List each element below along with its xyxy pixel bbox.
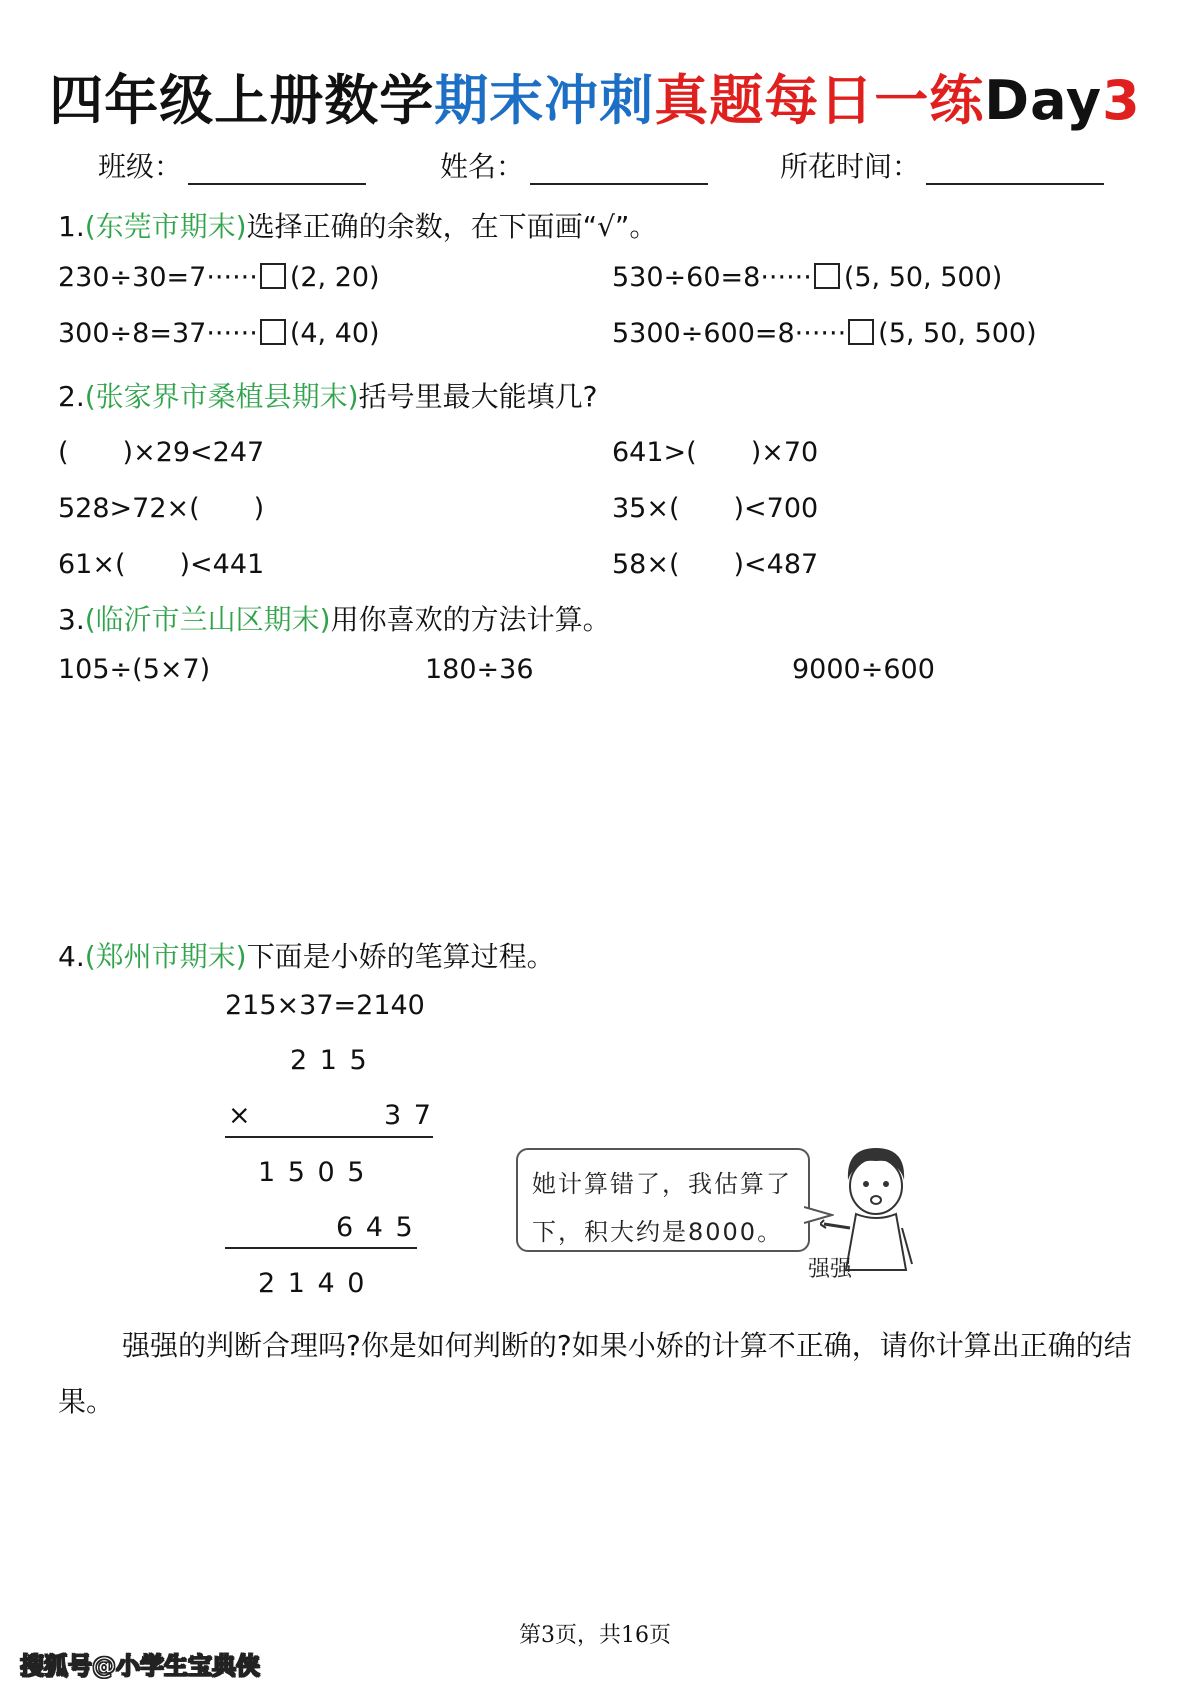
title-part-3: 真题每日一练 (654, 69, 985, 132)
q4-heading (58, 935, 555, 975)
q1-text: 选择正确的余数，在下面画“√”。 (246, 210, 658, 243)
q4-number: 4. (58, 940, 85, 973)
q2-source: (张家界市桑植县期末) (84, 380, 359, 413)
character-label: 强强 (808, 1257, 853, 1282)
q1-item-3: 300÷8=37······ (4, 40) (58, 318, 380, 349)
q4-equation: 215×37=2140 (225, 990, 425, 1021)
checkbox[interactable] (814, 263, 840, 289)
vertical-row-5: 2 1 4 0 (258, 1268, 367, 1299)
q2-item-1: ( )×29<247 (58, 437, 265, 468)
q3-text: 用你喜欢的方法计算。 (330, 603, 611, 636)
q2-text: 括号里最大能填几? (358, 380, 598, 413)
q1-item-1: 230÷30=7······ (2, 20) (58, 262, 380, 293)
q2-item-5: 61×( )<441 (58, 549, 265, 580)
q3-item-2: 180÷36 (425, 654, 534, 685)
page-title (0, 58, 1190, 135)
q4-source: (郑州市期末) (84, 940, 247, 973)
title-part-2: 期末冲刺 (434, 69, 655, 132)
page-number: 第3页，共16页 (519, 1623, 671, 1648)
time-field (780, 145, 1104, 185)
checkbox[interactable] (848, 319, 874, 345)
vertical-row-2: 3 7 (384, 1100, 433, 1131)
title-part-5: 3 (1102, 69, 1141, 132)
speech-bubble (516, 1148, 810, 1252)
q2-item-2: 641>( )×70 (612, 437, 819, 468)
q3-source: (临沂市兰山区期末) (84, 603, 331, 636)
class-field (98, 145, 366, 185)
bubble-text: 她计算错了，我估算了下，积大约是8000。 (532, 1170, 792, 1246)
q3-item-3: 9000÷600 (792, 654, 935, 685)
title-part-1: 四年级上册数学 (49, 69, 435, 132)
q2-item-4: 35×( )<700 (612, 493, 819, 524)
q1-source: (东莞市期末) (84, 210, 247, 243)
q2-item-6: 58×( )<487 (612, 549, 819, 580)
title-part-4: Day (984, 69, 1103, 132)
class-blank (188, 159, 366, 185)
q1-item-2: 530÷60=8······ (5, 50, 500) (612, 262, 1003, 293)
q1-item-4: 5300÷600=8······ (5, 50, 500) (612, 318, 1037, 349)
watermark: 搜狐号@小学生宝典侠 (20, 1652, 260, 1680)
q4-paragraph: 强强的判断合理吗?你是如何判断的?如果小娇的计算不正确，请你计算出正确的结果。 (58, 1329, 1132, 1418)
time-label: 所花时间： (780, 150, 921, 183)
vertical-divider-1 (225, 1136, 433, 1138)
q2-heading (58, 375, 597, 415)
q4-text: 下面是小娇的笔算过程。 (246, 940, 555, 973)
vertical-divider-2 (225, 1247, 417, 1249)
q2-item-3: 528>72×( ) (58, 493, 265, 524)
name-blank (530, 159, 708, 185)
q3-heading (58, 598, 611, 638)
class-label: 班级： (98, 150, 183, 183)
vertical-row-3: 1 5 0 5 (258, 1157, 367, 1188)
q1-number: 1. (58, 210, 85, 243)
name-label: 姓名： (440, 150, 525, 183)
checkbox[interactable] (260, 263, 286, 289)
vertical-row-4: 6 4 5 (336, 1212, 415, 1243)
checkbox[interactable] (260, 319, 286, 345)
time-blank (926, 159, 1104, 185)
q3-item-1: 105÷(5×7) (58, 654, 211, 685)
name-field (440, 145, 708, 185)
q1-heading (58, 205, 657, 245)
vertical-times: × (228, 1100, 251, 1131)
vertical-row-1: 2 1 5 (290, 1045, 369, 1076)
q2-number: 2. (58, 380, 85, 413)
q3-number: 3. (58, 603, 85, 636)
